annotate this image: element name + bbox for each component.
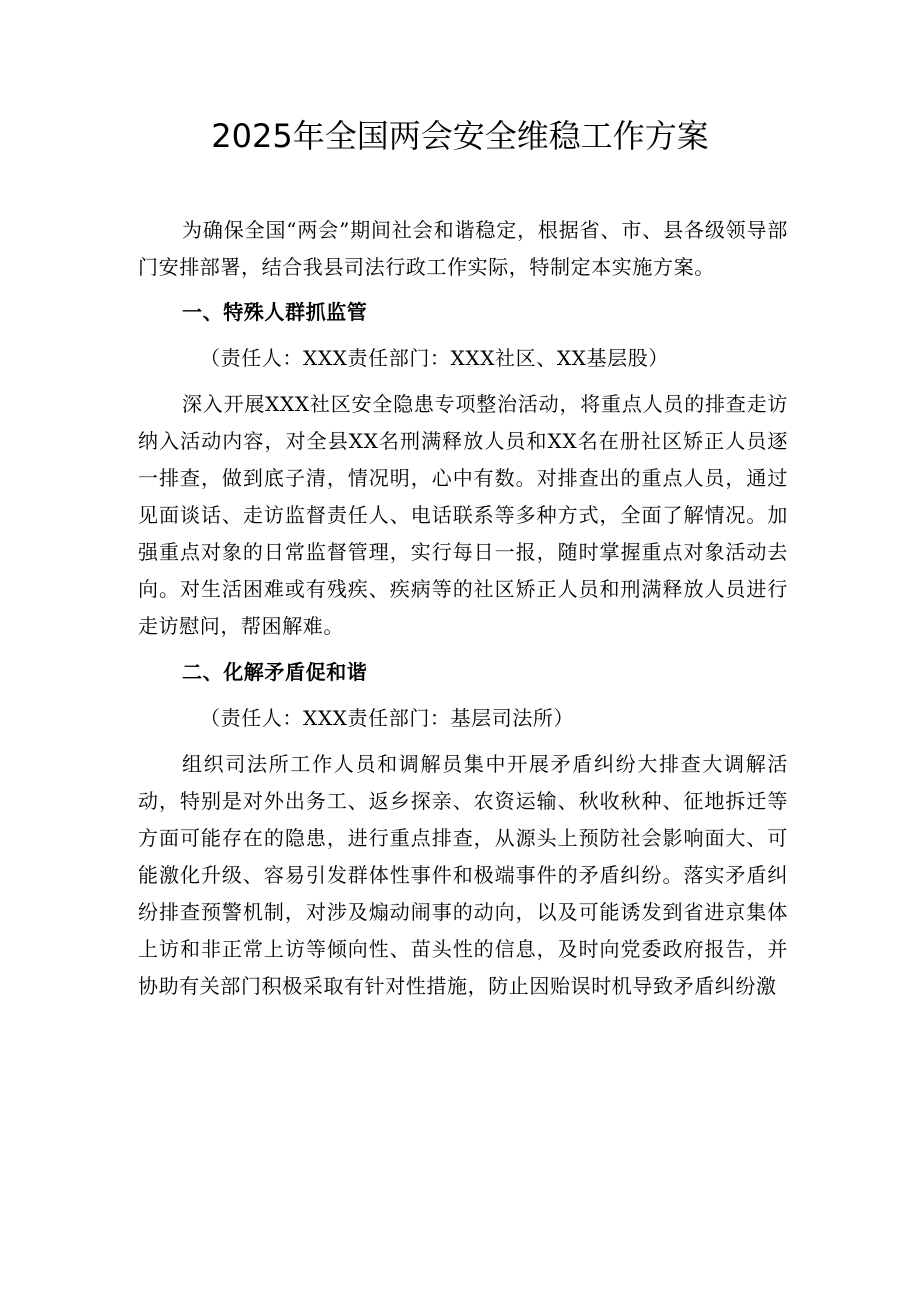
intro-paragraph: 为确保全国“两会”期间社会和谐稳定，根据省、市、县各级领导部门安排部署，结合我县司法行政工作实际，特制定本实施方案。 bbox=[138, 218, 788, 279]
section-1-heading: 一、特殊人群抓监管 bbox=[182, 300, 368, 324]
document-title: 2025年全国两会安全维稳工作方案 bbox=[211, 117, 709, 155]
document-body bbox=[138, 212, 788, 1005]
section-2-responsible: （责任人：XXX责任部门：基层司法所） bbox=[200, 706, 575, 730]
section-2-body: 组织司法所工作人员和调解员集中开展矛盾纠纷大排查大调解活动，特别是对外出务工、返乡探亲、农资运输、秋收秋种、征地拆迁等方面可能存在的隐患，进行重点排查，从源头上预防社会影响面大、可能激化升级、容易引发群体性事件和极端事件的矛盾纠纷。落实矛盾纠纷排查预警机制，对涉及煽动闹事的动向，以及可能诱发到省进京集体上访和非正常上访等倾向性、苗头性的信息，及时向党委政府报告，并协助有关部门积极采取有针对性措施，防止因贻误时机导致矛盾纠纷激 bbox=[138, 752, 788, 998]
section-1-body: 深入开展XXX社区安全隐患专项整治活动，将重点人员的排查走访纳入活动内容，对全县XX名刑满释放人员和XX名在册社区矫正人员逐一排查，做到底子清，情况明，心中有数。对排查出的重点人员，通过见面谈话、走访监督责任人、电话联系等多种方式，全面了解情况。加强重点对象的日常监督管理，实行每日一报，随时掌握重点对象活动去向。对生活困难或有残疾、疾病等的社区矫正人员和刑满释放人员进行走访慰问，帮困解难。 bbox=[138, 392, 788, 638]
section-2-heading: 二、化解矛盾促和谐 bbox=[182, 660, 368, 684]
section-1-responsible: （责任人：XXX责任部门：XXX社区、XX基层股） bbox=[200, 346, 669, 370]
